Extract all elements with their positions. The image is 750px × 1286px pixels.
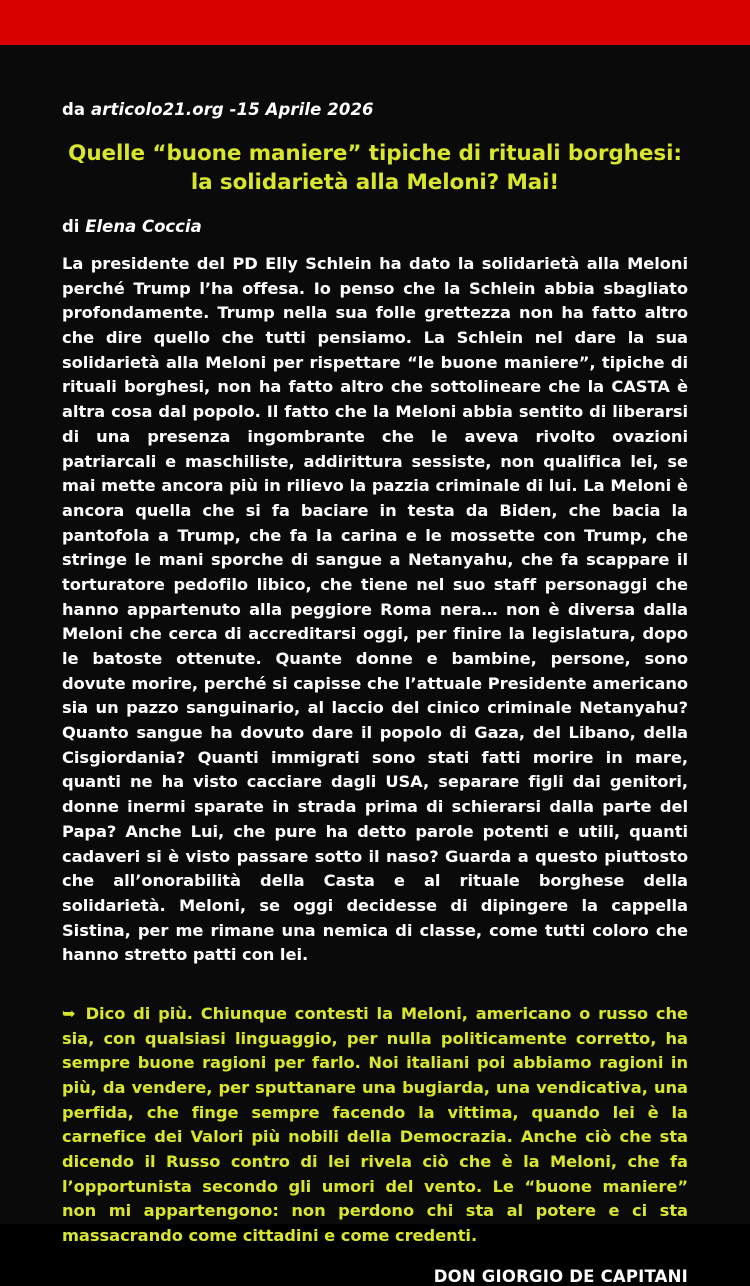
signature: DON GIORGIO DE CAPITANI (433, 1266, 688, 1286)
byline-prefix: di (62, 217, 86, 237)
article-body: La presidente del PD Elly Schlein ha dato la solidarietà alla Meloni perché Trump l’ha offesa. Io penso che la Schlein abbia sbagliato profondamente. Trump nella sua folle grettezza non ha fatto altro che dire quello che tutti pensiamo. La Schlein nel dare la sua solidarietà alla Meloni per rispettare “le buone maniere”, tipiche di rituali borghesi, non ha fatto altro che sottolineare che la CASTA è altra cosa dal popolo. Il fatto che la Meloni abbia sentito di liberarsi di una presenza ingombrante che le aveva rivolto ovazioni patriarcali e maschiliste, addirittura sessiste, non qualifica lei, se mai mette ancora più in rilievo la pazzia criminale di lui. La Meloni è ancora quella che si fa baciare in testa da Biden, che bacia la pantofola a Trump, che fa la carina e le mossette con Trump, che stringe le mani sporche di sangue a Netanyahu, che fa scappare il torturatore pedofilo libico, che tiene nel suo staff personaggi che hanno appartenuto alla peggiore Roma nera… non è diversa dalla Meloni che cerca di accreditarsi oggi, per finire la legislatura, dopo le batoste ottenute. Quante donne e bambine, persone, sono dovute morire, perché si capisse che l’attuale Presidente americano sia un pazzo sanguinario, al laccio del cinico criminale Netanyahu? Quanto sangue ha dovuto dare il popolo di Gaza, del Libano, della Cisgiordania? Quanti immigrati sono stati fatti morire in mare, quanti ne ha visto cacciare dagli USA, separare figli dai genitori, donne inermi sparate in strada prima di schierarsi dalla parte del Papa? Anche Lui, che pure ha detto parole potenti e utili, quanti cadaveri si è visto passare sotto il naso? Guarda a questo piuttosto che all’onorabilità della Casta e al rituale borghese della solidarietà. Meloni, se oggi decidesse di dipingere la cappella Sistina, per me rimane una nemica di classe, come tutti coloro che hanno stretto patti con lei. (62, 254, 688, 965)
headline-line-1: Quelle “buone maniere” tipiche di rituali borghesi: (68, 141, 682, 166)
source-name: articolo21.org -15 Aprile 2026 (91, 100, 374, 119)
headline-line-2: la solidarietà alla Meloni? Mai! (190, 170, 560, 196)
arrow-right-icon: ➥ (62, 1003, 76, 1023)
byline-author: Elena Coccia (85, 217, 202, 237)
source-prefix: da (62, 100, 91, 119)
top-red-band (0, 0, 750, 45)
article-container (62, 100, 688, 1286)
article-closing-text: Dico di più. Chiunque contesti la Meloni, americano o russo che sia, con qualsiasi linguaggio, per nulla politicamente corretto, ha sempre buone ragioni per farlo. Noi italiani poi abbiamo ragioni in più, da vendere, per sputtanare una bugiarda, una vendicativa, una perfida, che finge sempre facendo la vittima, quando lei è la carnefice dei Valori più nobili della Democrazia. Anche ciò che sta dicendo il Russo contro di lei rivela ciò che è la Meloni, che fa l’opportunista secondo gli umori del vento. Le “buone maniere” non mi appartengono: non perdono chi sta al potere e ci sta massacrando come cittadini e come credenti. (62, 1003, 688, 1246)
page-title (62, 139, 688, 197)
source-line (62, 100, 688, 119)
article-closing-block (62, 1002, 688, 1249)
byline (62, 217, 688, 236)
